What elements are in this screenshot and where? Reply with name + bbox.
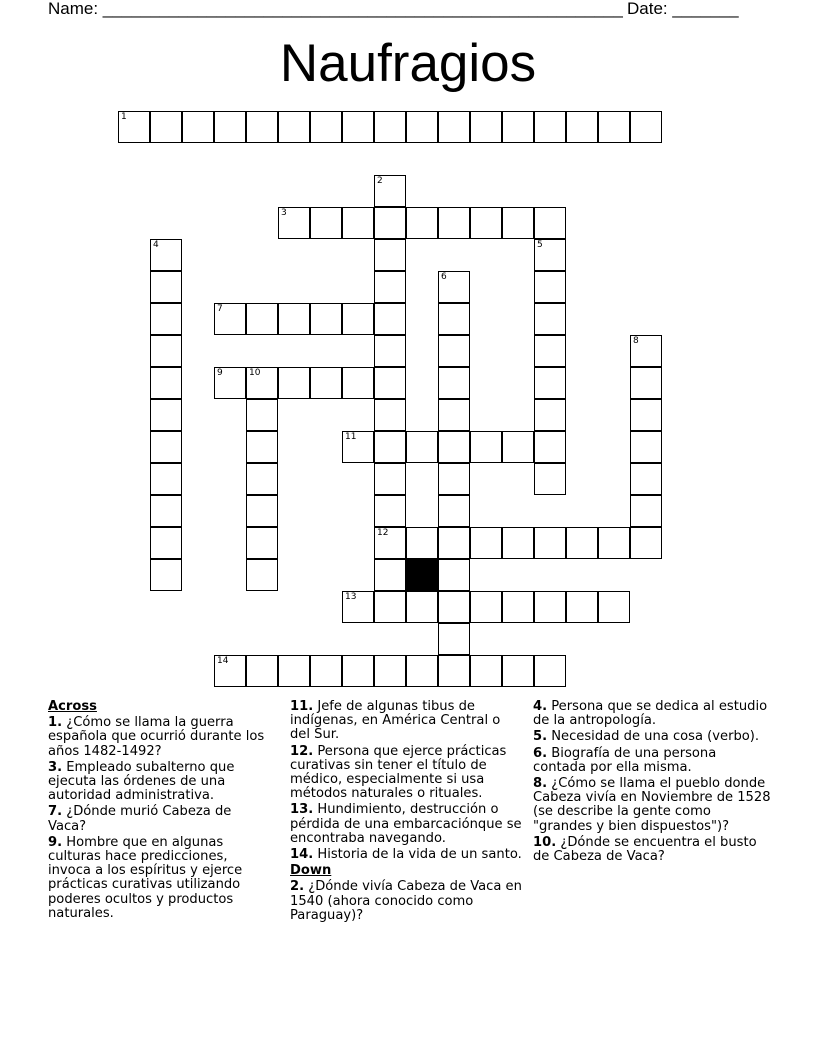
grid-cell[interactable] (502, 655, 534, 687)
grid-cell[interactable] (374, 271, 406, 303)
grid-cell[interactable] (438, 431, 470, 463)
grid-cell[interactable] (438, 303, 470, 335)
grid-cell[interactable] (246, 111, 278, 143)
grid-cell[interactable] (374, 431, 406, 463)
grid-cell[interactable] (214, 367, 246, 399)
grid-cell[interactable] (374, 655, 406, 687)
grid-cell[interactable] (278, 303, 310, 335)
clue-number: 12 (377, 528, 389, 538)
clue-text: Persona que se dedica al estudio de la antropología. (533, 699, 768, 729)
grid-cell[interactable] (470, 111, 502, 143)
clue-text: Jefe de algunas tibus de indígenas, en América Central o del Sur. (290, 699, 501, 743)
grid-cell[interactable] (182, 111, 214, 143)
grid-cell[interactable] (150, 559, 182, 591)
grid-cell[interactable] (502, 111, 534, 143)
grid-cell[interactable] (150, 367, 182, 399)
clue-text: ¿Cómo se llama el pueblo donde Cabeza vivía en Noviembre de 1528 (se describe la gente como "grandes y bien dispuestos")? (533, 776, 771, 834)
grid-cell[interactable] (374, 559, 406, 591)
grid-cell[interactable] (406, 655, 438, 687)
grid-cell[interactable] (374, 495, 406, 527)
clue-number: 12. (290, 743, 314, 759)
clue-number: 13. (290, 802, 314, 818)
grid-cell[interactable] (534, 335, 566, 367)
grid-cell[interactable] (246, 463, 278, 495)
grid-cell[interactable] (630, 399, 662, 431)
clue-text: ¿Dónde se encuentra el busto de Cabeza de Vaca? (533, 834, 757, 865)
grid-cell[interactable] (598, 527, 630, 559)
clue-item (533, 777, 771, 834)
grid-cell[interactable] (534, 655, 566, 687)
grid-cell[interactable] (246, 431, 278, 463)
clue-text: ¿Dónde murió Cabeza de Vaca? (48, 804, 232, 834)
grid-cell[interactable] (630, 431, 662, 463)
grid-cell[interactable] (566, 111, 598, 143)
clue-item (48, 716, 266, 759)
grid-cell[interactable] (214, 111, 246, 143)
clue-text: Historia de la vida de un santo. (313, 847, 522, 863)
grid-cell[interactable] (534, 367, 566, 399)
across-heading: Across (48, 699, 97, 714)
grid-cell[interactable] (374, 367, 406, 399)
clue-number: 14 (217, 656, 229, 666)
grid-cell[interactable] (470, 431, 502, 463)
clue-number: 11. (290, 699, 314, 714)
grid-cell[interactable] (310, 111, 342, 143)
date-field: Date: _______ (627, 0, 739, 18)
grid-cell[interactable] (374, 527, 406, 559)
grid-cell[interactable] (502, 591, 534, 623)
grid-cell[interactable] (406, 591, 438, 623)
grid-cell[interactable] (470, 655, 502, 687)
clue-number: 4. (533, 699, 548, 714)
grid-cell[interactable] (534, 591, 566, 623)
grid-cell[interactable] (534, 399, 566, 431)
clue-number: 14. (290, 847, 314, 863)
name-field: Name: _______________________________________________________ (48, 0, 623, 18)
grid-cell[interactable] (598, 591, 630, 623)
clue-text: Biografía de una persona contada por ella misma. (533, 745, 717, 775)
clue-text: Hombre que en algunas culturas hace predicciones, invoca a los espíritus y ejerce prácticas curativas utilizando poderes ocultos y productos naturales. (48, 834, 243, 921)
grid-cell[interactable] (150, 239, 182, 271)
black-square (406, 559, 438, 591)
grid-cell[interactable] (246, 655, 278, 687)
grid-cell[interactable] (470, 527, 502, 559)
clue-number: 3. (48, 759, 63, 775)
clue-item (48, 805, 266, 833)
grid-cell[interactable] (438, 591, 470, 623)
grid-cell[interactable] (342, 207, 374, 239)
clue-item (533, 836, 771, 864)
grid-cell[interactable] (310, 207, 342, 239)
clue-number: 6. (533, 745, 548, 761)
clue-number: 4 (153, 240, 159, 250)
grid-cell[interactable] (150, 335, 182, 367)
grid-cell[interactable] (598, 111, 630, 143)
grid-cell[interactable] (502, 431, 534, 463)
grid-cell[interactable] (246, 303, 278, 335)
grid-cell[interactable] (150, 303, 182, 335)
grid-cell[interactable] (630, 463, 662, 495)
grid-cell[interactable] (566, 591, 598, 623)
grid-cell[interactable] (150, 463, 182, 495)
clue-item (290, 880, 524, 923)
clue-number: 9 (217, 368, 223, 378)
grid-cell[interactable] (374, 463, 406, 495)
grid-cell[interactable] (278, 111, 310, 143)
grid-cell[interactable] (374, 303, 406, 335)
clue-number: 5 (537, 240, 543, 250)
clue-number: 11 (345, 432, 357, 442)
grid-cell[interactable] (630, 527, 662, 559)
grid-cell[interactable] (150, 495, 182, 527)
grid-cell[interactable] (534, 271, 566, 303)
grid-cell[interactable] (342, 303, 374, 335)
grid-cell[interactable] (438, 271, 470, 303)
grid-cell[interactable] (630, 335, 662, 367)
grid-cell[interactable] (342, 367, 374, 399)
grid-cell[interactable] (470, 207, 502, 239)
grid-cell[interactable] (470, 591, 502, 623)
grid-cell[interactable] (566, 527, 598, 559)
grid-cell[interactable] (246, 559, 278, 591)
clue-number: 7 (217, 304, 223, 314)
grid-cell[interactable] (246, 495, 278, 527)
grid-cell[interactable] (310, 655, 342, 687)
clue-item (290, 803, 524, 846)
grid-cell[interactable] (214, 655, 246, 687)
grid-cell[interactable] (438, 207, 470, 239)
grid-cell[interactable] (310, 303, 342, 335)
clue-number: 8 (633, 336, 639, 346)
clue-item (290, 848, 524, 862)
grid-cell[interactable] (150, 271, 182, 303)
clue-number: 10 (249, 368, 261, 378)
grid-cell[interactable] (342, 111, 374, 143)
grid-cell[interactable] (246, 527, 278, 559)
grid-cell[interactable] (502, 207, 534, 239)
grid-cell[interactable] (438, 463, 470, 495)
grid-cell[interactable] (438, 527, 470, 559)
grid-cell[interactable] (150, 111, 182, 143)
clues-column-2 (290, 700, 524, 925)
clues-column-3 (533, 700, 771, 866)
grid-cell[interactable] (278, 655, 310, 687)
grid-cell[interactable] (342, 655, 374, 687)
clue-text: ¿Cómo se llama la guerra española que ocurrió durante los años 1482-1492? (48, 715, 265, 759)
grid-cell[interactable] (406, 431, 438, 463)
clue-text: Persona que ejerce prácticas curativas sin tener el título de médico, especialmente si usa métodos naturales o rituales. (290, 743, 507, 802)
grid-cell[interactable] (310, 367, 342, 399)
clue-item (290, 700, 524, 743)
clue-number: 1. (48, 715, 63, 731)
grid-cell[interactable] (630, 495, 662, 527)
clue-text: ¿Dónde vivía Cabeza de Vaca en 1540 (ahora conocido como Paraguay)? (290, 879, 522, 923)
grid-cell[interactable] (374, 175, 406, 207)
clue-number: 1 (121, 112, 127, 122)
grid-cell[interactable] (150, 527, 182, 559)
grid-cell[interactable] (374, 335, 406, 367)
grid-cell[interactable] (534, 111, 566, 143)
grid-cell[interactable] (374, 111, 406, 143)
clue-item (290, 745, 524, 802)
grid-cell[interactable] (406, 527, 438, 559)
grid-cell[interactable] (278, 207, 310, 239)
grid-cell[interactable] (534, 303, 566, 335)
clue-number: 2. (290, 879, 305, 895)
grid-cell[interactable] (534, 527, 566, 559)
grid-cell[interactable] (438, 623, 470, 655)
grid-cell[interactable] (374, 591, 406, 623)
clue-number: 9. (48, 834, 63, 850)
grid-cell[interactable] (534, 207, 566, 239)
grid-cell[interactable] (438, 655, 470, 687)
clues-column-1 (48, 700, 266, 923)
clue-item (48, 761, 266, 804)
grid-cell[interactable] (438, 111, 470, 143)
grid-cell[interactable] (630, 111, 662, 143)
page-title: Naufragios (279, 34, 537, 93)
clue-item (48, 836, 266, 921)
grid-cell[interactable] (438, 399, 470, 431)
grid-cell[interactable] (342, 431, 374, 463)
clue-item (533, 747, 771, 775)
grid-cell[interactable] (278, 367, 310, 399)
clue-number: 6 (441, 272, 447, 282)
grid-cell[interactable] (438, 495, 470, 527)
grid-cell[interactable] (534, 239, 566, 271)
grid-cell[interactable] (406, 111, 438, 143)
grid-cell[interactable] (438, 367, 470, 399)
grid-cell[interactable] (374, 239, 406, 271)
clue-text: Necesidad de una cosa (verbo). (547, 729, 760, 745)
grid-cell[interactable] (374, 207, 406, 239)
clue-number: 10. (533, 834, 557, 850)
grid-cell[interactable] (534, 431, 566, 463)
grid-cell[interactable] (502, 527, 534, 559)
down-heading: Down (290, 863, 332, 879)
grid-cell[interactable] (630, 367, 662, 399)
grid-cell[interactable] (342, 591, 374, 623)
clue-number: 2 (377, 176, 383, 186)
clue-number: 5. (533, 729, 548, 745)
clue-number: 8. (533, 776, 548, 792)
grid-cell[interactable] (246, 399, 278, 431)
clue-item (533, 700, 771, 728)
grid-cell[interactable] (246, 367, 278, 399)
clue-number: 7. (48, 804, 63, 820)
grid-cell[interactable] (438, 335, 470, 367)
grid-cell[interactable] (374, 399, 406, 431)
grid-cell[interactable] (438, 559, 470, 591)
grid-cell[interactable] (214, 303, 246, 335)
clue-number: 13 (345, 592, 357, 602)
clue-text: Hundimiento, destrucción o pérdida de una embarcaciónque se encontraba navegando. (290, 802, 522, 846)
clue-text: Empleado subalterno que ejecuta las órdenes de una autoridad administrativa. (48, 759, 235, 804)
grid-cell[interactable] (534, 463, 566, 495)
grid-cell[interactable] (118, 111, 150, 143)
clue-number: 3 (281, 208, 287, 218)
grid-cell[interactable] (150, 399, 182, 431)
clue-item (533, 730, 771, 744)
grid-cell[interactable] (406, 207, 438, 239)
grid-cell[interactable] (150, 431, 182, 463)
